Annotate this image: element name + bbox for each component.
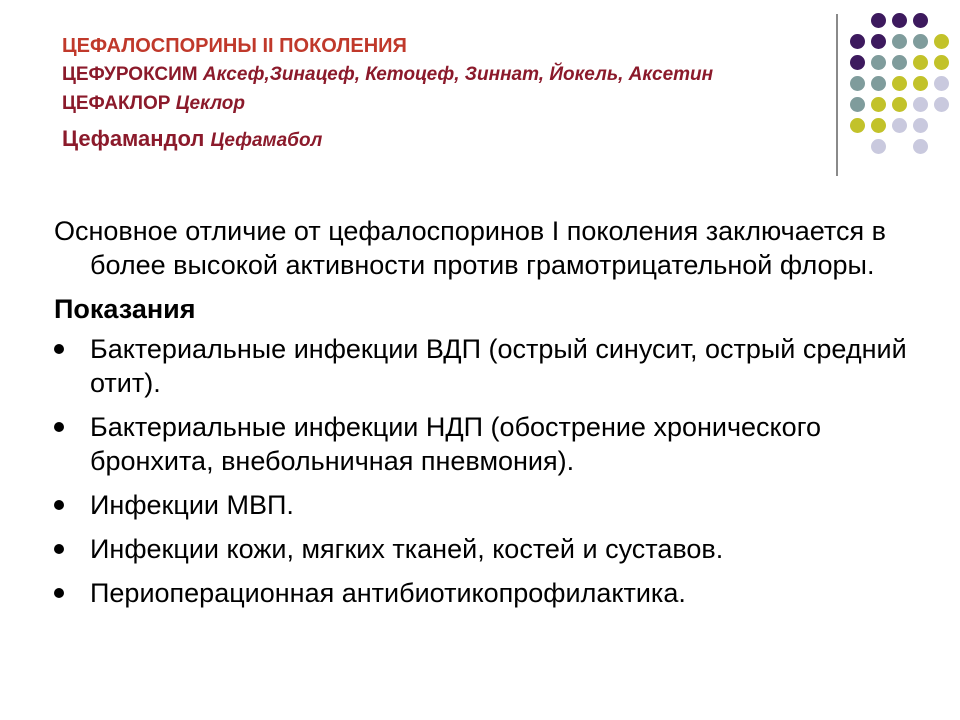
list-item <box>54 332 934 400</box>
decorative-dot <box>934 76 949 91</box>
slide-body <box>54 214 934 620</box>
decorative-dot <box>892 13 907 28</box>
decorative-dot <box>913 34 928 49</box>
decorative-dot <box>871 34 886 49</box>
decorative-dot <box>892 55 907 70</box>
drug-line-cefuroxime <box>62 60 822 89</box>
decorative-dot <box>913 13 928 28</box>
decorative-dot <box>934 55 949 70</box>
list-item <box>54 410 934 478</box>
bullet-icon <box>54 544 64 554</box>
decorative-dot <box>913 118 928 133</box>
decorative-dot <box>892 76 907 91</box>
list-item-text: Инфекции МВП. <box>90 490 294 520</box>
indications-heading: Показания <box>54 294 196 324</box>
bullet-icon <box>54 344 64 354</box>
bullet-icon <box>54 422 64 432</box>
list-item-text: Инфекции кожи, мягких тканей, костей и суставов. <box>90 534 724 564</box>
drug-name: ЦЕФАКЛОР <box>62 93 171 114</box>
decorative-dot <box>850 76 865 91</box>
list-item-text: Бактериальные инфекции НДП (обострение хронического бронхита, внебольничная пневмония). <box>90 412 821 476</box>
decorative-dot <box>871 97 886 112</box>
decorative-dot <box>871 55 886 70</box>
decorative-dot <box>871 13 886 28</box>
decorative-dot <box>892 118 907 133</box>
decorative-dot <box>892 34 907 49</box>
decorative-dot <box>934 34 949 49</box>
vertical-divider <box>836 14 838 176</box>
brand-names: Цеклор <box>175 93 245 114</box>
decorative-dot <box>871 139 886 154</box>
decorative-dot <box>913 97 928 112</box>
brand-names: Аксеф,Зинацеф, Кетоцеф, Зиннат, Йокель, Аксетин <box>202 64 714 85</box>
list-item-text: Бактериальные инфекции ВДП (острый синусит, острый средний отит). <box>90 334 907 398</box>
decorative-dot <box>850 55 865 70</box>
indications-list <box>54 332 934 610</box>
brand-names: Цефамабол <box>210 130 323 151</box>
drug-name: ЦЕФУРОКСИМ <box>62 64 198 85</box>
drug-line-cefaclor <box>62 89 822 118</box>
bullet-icon <box>54 500 64 510</box>
list-item <box>54 532 934 566</box>
slide-header <box>62 32 822 158</box>
drug-name: Цефамандол <box>62 126 205 151</box>
decorative-dot <box>934 97 949 112</box>
bullet-icon <box>54 588 64 598</box>
decorative-dot <box>913 55 928 70</box>
decorative-dot <box>850 34 865 49</box>
decorative-dot <box>871 118 886 133</box>
decorative-dot <box>871 76 886 91</box>
decorative-dot <box>913 139 928 154</box>
list-item <box>54 576 934 610</box>
decorative-dot <box>913 76 928 91</box>
list-item-text: Периоперационная антибиотикопрофилактика. <box>90 578 686 608</box>
list-item <box>54 488 934 522</box>
decorative-dot <box>892 97 907 112</box>
decorative-dot <box>850 97 865 112</box>
intro-paragraph: Основное отличие от цефалоспоринов I поколения заключается в более высокой активности против грамотрицательной флоры. <box>54 216 886 280</box>
decorative-dot <box>850 118 865 133</box>
slide-title: ЦЕФАЛОСПОРИНЫ II ПОКОЛЕНИЯ <box>62 35 407 57</box>
decorative-dot-grid <box>850 13 940 163</box>
drug-line-cefamandole <box>62 122 822 158</box>
